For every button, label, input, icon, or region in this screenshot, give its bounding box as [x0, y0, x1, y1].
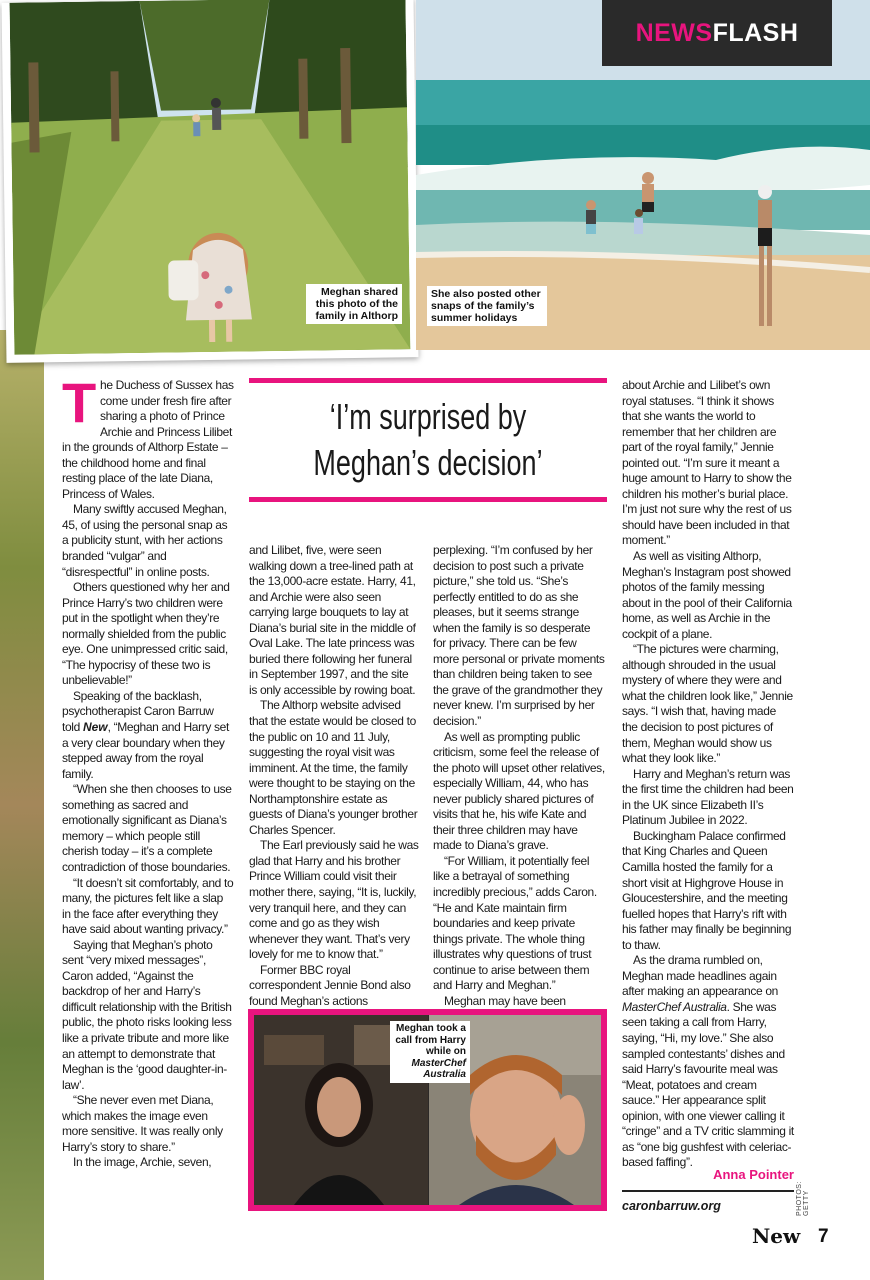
magazine-logo: New [752, 1224, 801, 1248]
paragraph-text: . She was seen taking a call from Harry, saying, “Hi, my love.” She also sampled contestants’ dishes and said Harry’s favourite meal was “Meat, potatoes and cream sauce.” Her appearance split opinion, with one viewer calling it “cringe” and a TV critic slamming it as “one big gushfest with celeriac-based faffing”. [622, 999, 794, 1170]
article-paragraph: “It doesn’t sit comfortably, and to many, the pictures felt like a slap in the face after everything they have said about wanting privacy.” [62, 875, 234, 937]
photo-credit: PHOTOS: GETTY [796, 1181, 810, 1216]
newsflash-banner [602, 0, 832, 66]
article-column-2 [249, 543, 419, 1009]
photo2-caption: She also posted other snaps of the family’s summer holidays [427, 286, 547, 326]
newsflash-flash-label: FLASH [712, 18, 799, 47]
article-paragraph: “She never even met Diana, which makes the image even more sensitive. It was really only Harry’s story to share.” [62, 1093, 223, 1154]
article-paragraph: Buckingham Palace confirmed that King Charles and Queen Camilla hosted the family for a short visit at Highgrove House in Gloucestershire, and the meeting fuelled hopes that Harry’s rift with his father may finally be beginning to thaw. [622, 828, 792, 952]
article-column-4 [622, 378, 794, 1171]
headline-text: ‘I’m surprised by Meghan’s decision’ [313, 396, 543, 483]
article-paragraph: and Lilibet, five, were seen walking down a tree-lined path at the 13,000-acre estate. Harry, 41, and Archie were also seen carrying large bouquets to lay at Diana’s burial site in the middle of Oval Lake. The late princess was buried there following her funeral in September 1997, and the site is only accessible by rowing boat. [249, 543, 416, 697]
article-paragraph: “For William, it potentially feel like a betrayal of something incredibly precious,” adds Caron. “He and Kate maintain firm boundaries and keep private things private. The whole thing illustrates why questions of trust continue to arise between them and Harry and Meghan.” [433, 853, 597, 993]
article-paragraph: about Archie and Lilibet’s own royal statuses. “I think it shows that she wants the world to remember that her children are part of the royal family,” Jennie pointed out. “I’m sure it meant a huge amount to Harry to show the children his mother’s burial place. I’m just not sure why the rest of us should have been included in that moment.” [622, 378, 792, 548]
paragraph-text: , “Meghan and Harry set a very clear boundary when they stepped away from the royal family. [62, 720, 229, 781]
newsflash-news-label: NEWS [635, 18, 713, 47]
inset-caption [390, 1021, 470, 1083]
paragraph-text: Speaking of the backlash, psychotherapist Caron Barruw told [62, 688, 214, 735]
lead-paragraph-text: he Duchess of Sussex has come under fresh fire after sharing a photo of Prince Archie and Princess Lilibet in the grounds of Althorp Estate – the childhood home and final resting place of the late Diana, Princess of Wales. [62, 378, 234, 501]
paragraph-text: As the drama rumbled on, Meghan made headlines again after making an appearance on [622, 953, 778, 999]
article-paragraph: Saying that Meghan’s photo sent “very mixed messages”, Caron added, “Against the backdrop of her and Harry’s difficult relationship with the British public, the photo risks looking less like a private tribute and more like an attempt to demonstrate that Meghan is the ‘good daughter-in-law’. [62, 937, 232, 1092]
article-paragraph: Others questioned why her and Prince Harry’s two children were put in the spotlight when they’re normally shielded from the public eye. One unimpressed critic said, “The hypocrisy of these two is unbelievable!” [62, 580, 230, 688]
drop-cap: T [62, 371, 96, 434]
inset-caption-text: Meghan took a call from Harry while on [395, 1023, 466, 1057]
article-column-3 [433, 543, 605, 1025]
website-link[interactable]: caronbarruw.org [622, 1199, 721, 1213]
article-paragraph: Former BBC royal correspondent Jennie Bond also found Meghan’s actions [249, 962, 411, 1008]
article-paragraph [62, 371, 234, 502]
article-column-1 [62, 371, 234, 1171]
article-paragraph: “The pictures were charming, although shrouded in the usual mystery of where they were and what the children look like,” Jennie says. “I wish that, having made the decision to post pictures of them, Meghan would show us what they look like.” [622, 642, 793, 766]
byline-divider [622, 1190, 794, 1192]
headline-pull-quote [249, 378, 607, 502]
article-paragraph: Many swiftly accused Meghan, 45, of using the personal snap as a publicity stunt, with her actions branded “vulgar” and “disrespectful” in online posts. [62, 502, 228, 579]
article-paragraph: Meghan may have been [444, 993, 566, 1008]
article-paragraph: “When she then chooses to use something as sacred and emotionally significant as Diana’s memory – which people still cherish today – it’s a complete contradiction of those boundaries. [62, 782, 232, 874]
paragraph-show-title: MasterChef Australia [622, 999, 727, 1014]
article-paragraph: perplexing. “I’m confused by her decision to post such a private picture,” she told us. “She’s perfectly entitled to do as she pleases, but it seems strange when the family is so desperate for privacy. There can be few more personal or private moments than children being taken to see the grave of the grandmother they never knew. I’m surprised by her decision.” [433, 543, 605, 729]
article-paragraph: The Althorp website advised that the estate would be closed to the public on 10 and 11 July, suggesting the royal visit was imminent. At the time, the family were thought to be staying on the Northamptonshire estate as guests of Diana’s younger brother Charles Spencer. [249, 698, 418, 837]
background-grass-strip [0, 330, 44, 1280]
photo1-caption: Meghan shared this photo of the family in Althorp [306, 284, 402, 324]
page-number: 7 [818, 1226, 829, 1247]
article-paragraph: Harry and Meghan’s return was the first time the children had been in the UK since Elizabeth II’s Platinum Jubilee in 2022. [622, 766, 794, 828]
article-paragraph: As well as visiting Althorp, Meghan’s Instagram post showed photos of the family messing about in the pool of their California home, as well as Archie in the cockpit of a plane. [622, 549, 792, 641]
new-magazine-inline-logo: New [82, 720, 108, 735]
article-paragraph: The Earl previously said he was glad that Harry and his brother Prince William could visit their mother there, saying, “It is, luckily, very tranquil here, and they can come and go as they wish whenever they want. That’s very lovely for me to know that.” [249, 838, 419, 962]
article-paragraph: In the image, Archie, seven, [73, 1155, 212, 1170]
article-paragraph: As well as prompting public criticism, some feel the release of the photo will upset other relatives, especially William, 44, who has never publicly shared pictures of visits that he, his wife Kate and their three children may have made to Diana’s grave. [433, 729, 605, 853]
article-paragraph [622, 953, 794, 1171]
article-paragraph [62, 689, 234, 782]
author-byline: Anna Pointer [713, 1167, 794, 1182]
inset-caption-show: MasterChef Australia [411, 1057, 466, 1080]
